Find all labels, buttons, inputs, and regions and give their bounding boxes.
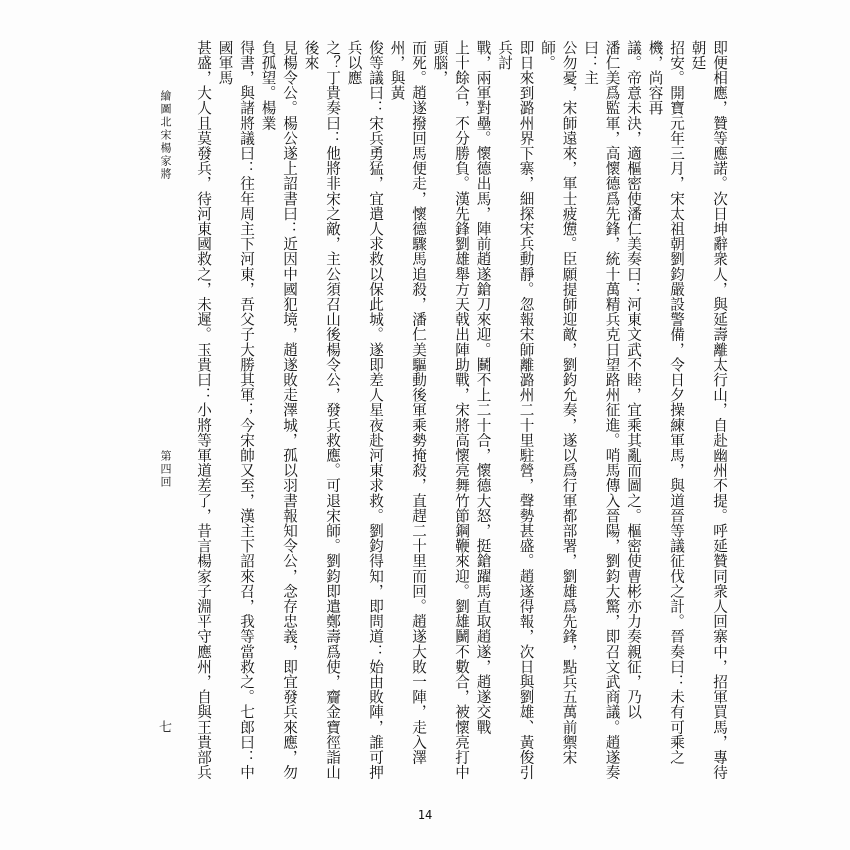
text-column: 得書，與諸將議曰：往年周主下河東，吾父子大勝其軍；今宋帥又至，漢主下詔來召，我等當救之。七郎曰：中國軍馬 (216, 40, 255, 780)
text-column: 潘仁美爲監軍，高懷德爲先鋒，統十萬精兵克日望路州征進。哨馬傳入晉陽，劉鈞大驚，即召文武商議。趙遂奏曰：主 (582, 40, 621, 780)
leaf-number: 七 (156, 720, 171, 735)
text-column: 招安。開寶元年三月，宋太祖朝劉鈞嚴設警備，令日夕操練軍馬，與道晉等議征伐之計。晉奏曰：未有可乘之機，尚容再 (646, 40, 685, 765)
text-column: 戰，兩軍對壘。懷德出馬，陣前趙遂鎗刀來迎。鬭不上二十合，懷德大怒，挺鎗躍馬直取趙遂，趙遂交戰 (474, 40, 492, 735)
main-text (190, 40, 730, 780)
text-column: 公勿憂，宋師遠來，軍士疲憊。臣願提師迎敵，劉鈞允奏，遂以爲行軍都部署，劉雄爲先鋒，點兵五萬前禦宋師。 (539, 40, 578, 765)
text-column: 上十餘合，不分勝負。漢先鋒劉雄舉方天戟出陣助戰，宋將高懷亮舞竹節鋼鞭來迎。劉雄鬭不數合，被懷亮打中頭腦， (431, 40, 470, 780)
page-number: 14 (417, 808, 433, 822)
text-column: 而死。趙遂撥回馬便走，懷德驟馬追殺，潘仁美驅動後軍乘勢掩殺，直趕二十里而回。趙遂大敗一陣，走入澤州，與黃 (388, 40, 427, 765)
text-column: 即便相應，贊等應諾。次日坤辭衆人，與延壽離太行山，自赴幽州不提。呼延贊同衆人回寨中，招軍買馬，專待朝廷 (689, 40, 728, 780)
text-column: 甚盛，大人且莫發兵，待河東國救之，未遲。玉貴曰：小將等軍道差了，昔言楊家子淵平守應州，自與王貴部兵 (195, 40, 212, 780)
text-column: 即日來到潞州界下寨，細探宋兵動靜。忽報宋師離潞州二十里駐營，聲勢甚盛。趙遂得報，次日與劉雄、黃俊引兵討 (496, 40, 535, 780)
text-column: 俊等議曰：宋兵勇猛，宜遣人求救以保此城。遂即差人星夜赴河東求救。劉鈞得知，即問道：始由敗陣，誰可押兵以應 (345, 40, 384, 780)
text-column: 之？丁貴奏曰：他將非宋之敵，主公須召山後楊令公，發兵救應。可退宋師。劉鈞即遣鄭壽爲使，齎金寶徑詣山後來 (302, 40, 341, 780)
running-head-title: 繪圖北宋楊家將 (159, 90, 172, 181)
running-head-chapter: 第四回 (159, 450, 172, 489)
text-column: 見楊令公。楊公遂上詔書曰：近因中國犯境，趙遂敗走澤城，孤以羽書報知令公，念存忠義，即宜發兵來應，勿負孤望。楊業 (259, 40, 298, 780)
text-column: 議。帝意未決，適樞密使潘仁美奏曰：河東文武不睦，宜乘其亂而圖之。樞密使曹彬亦力奏親征，乃以 (625, 40, 642, 720)
